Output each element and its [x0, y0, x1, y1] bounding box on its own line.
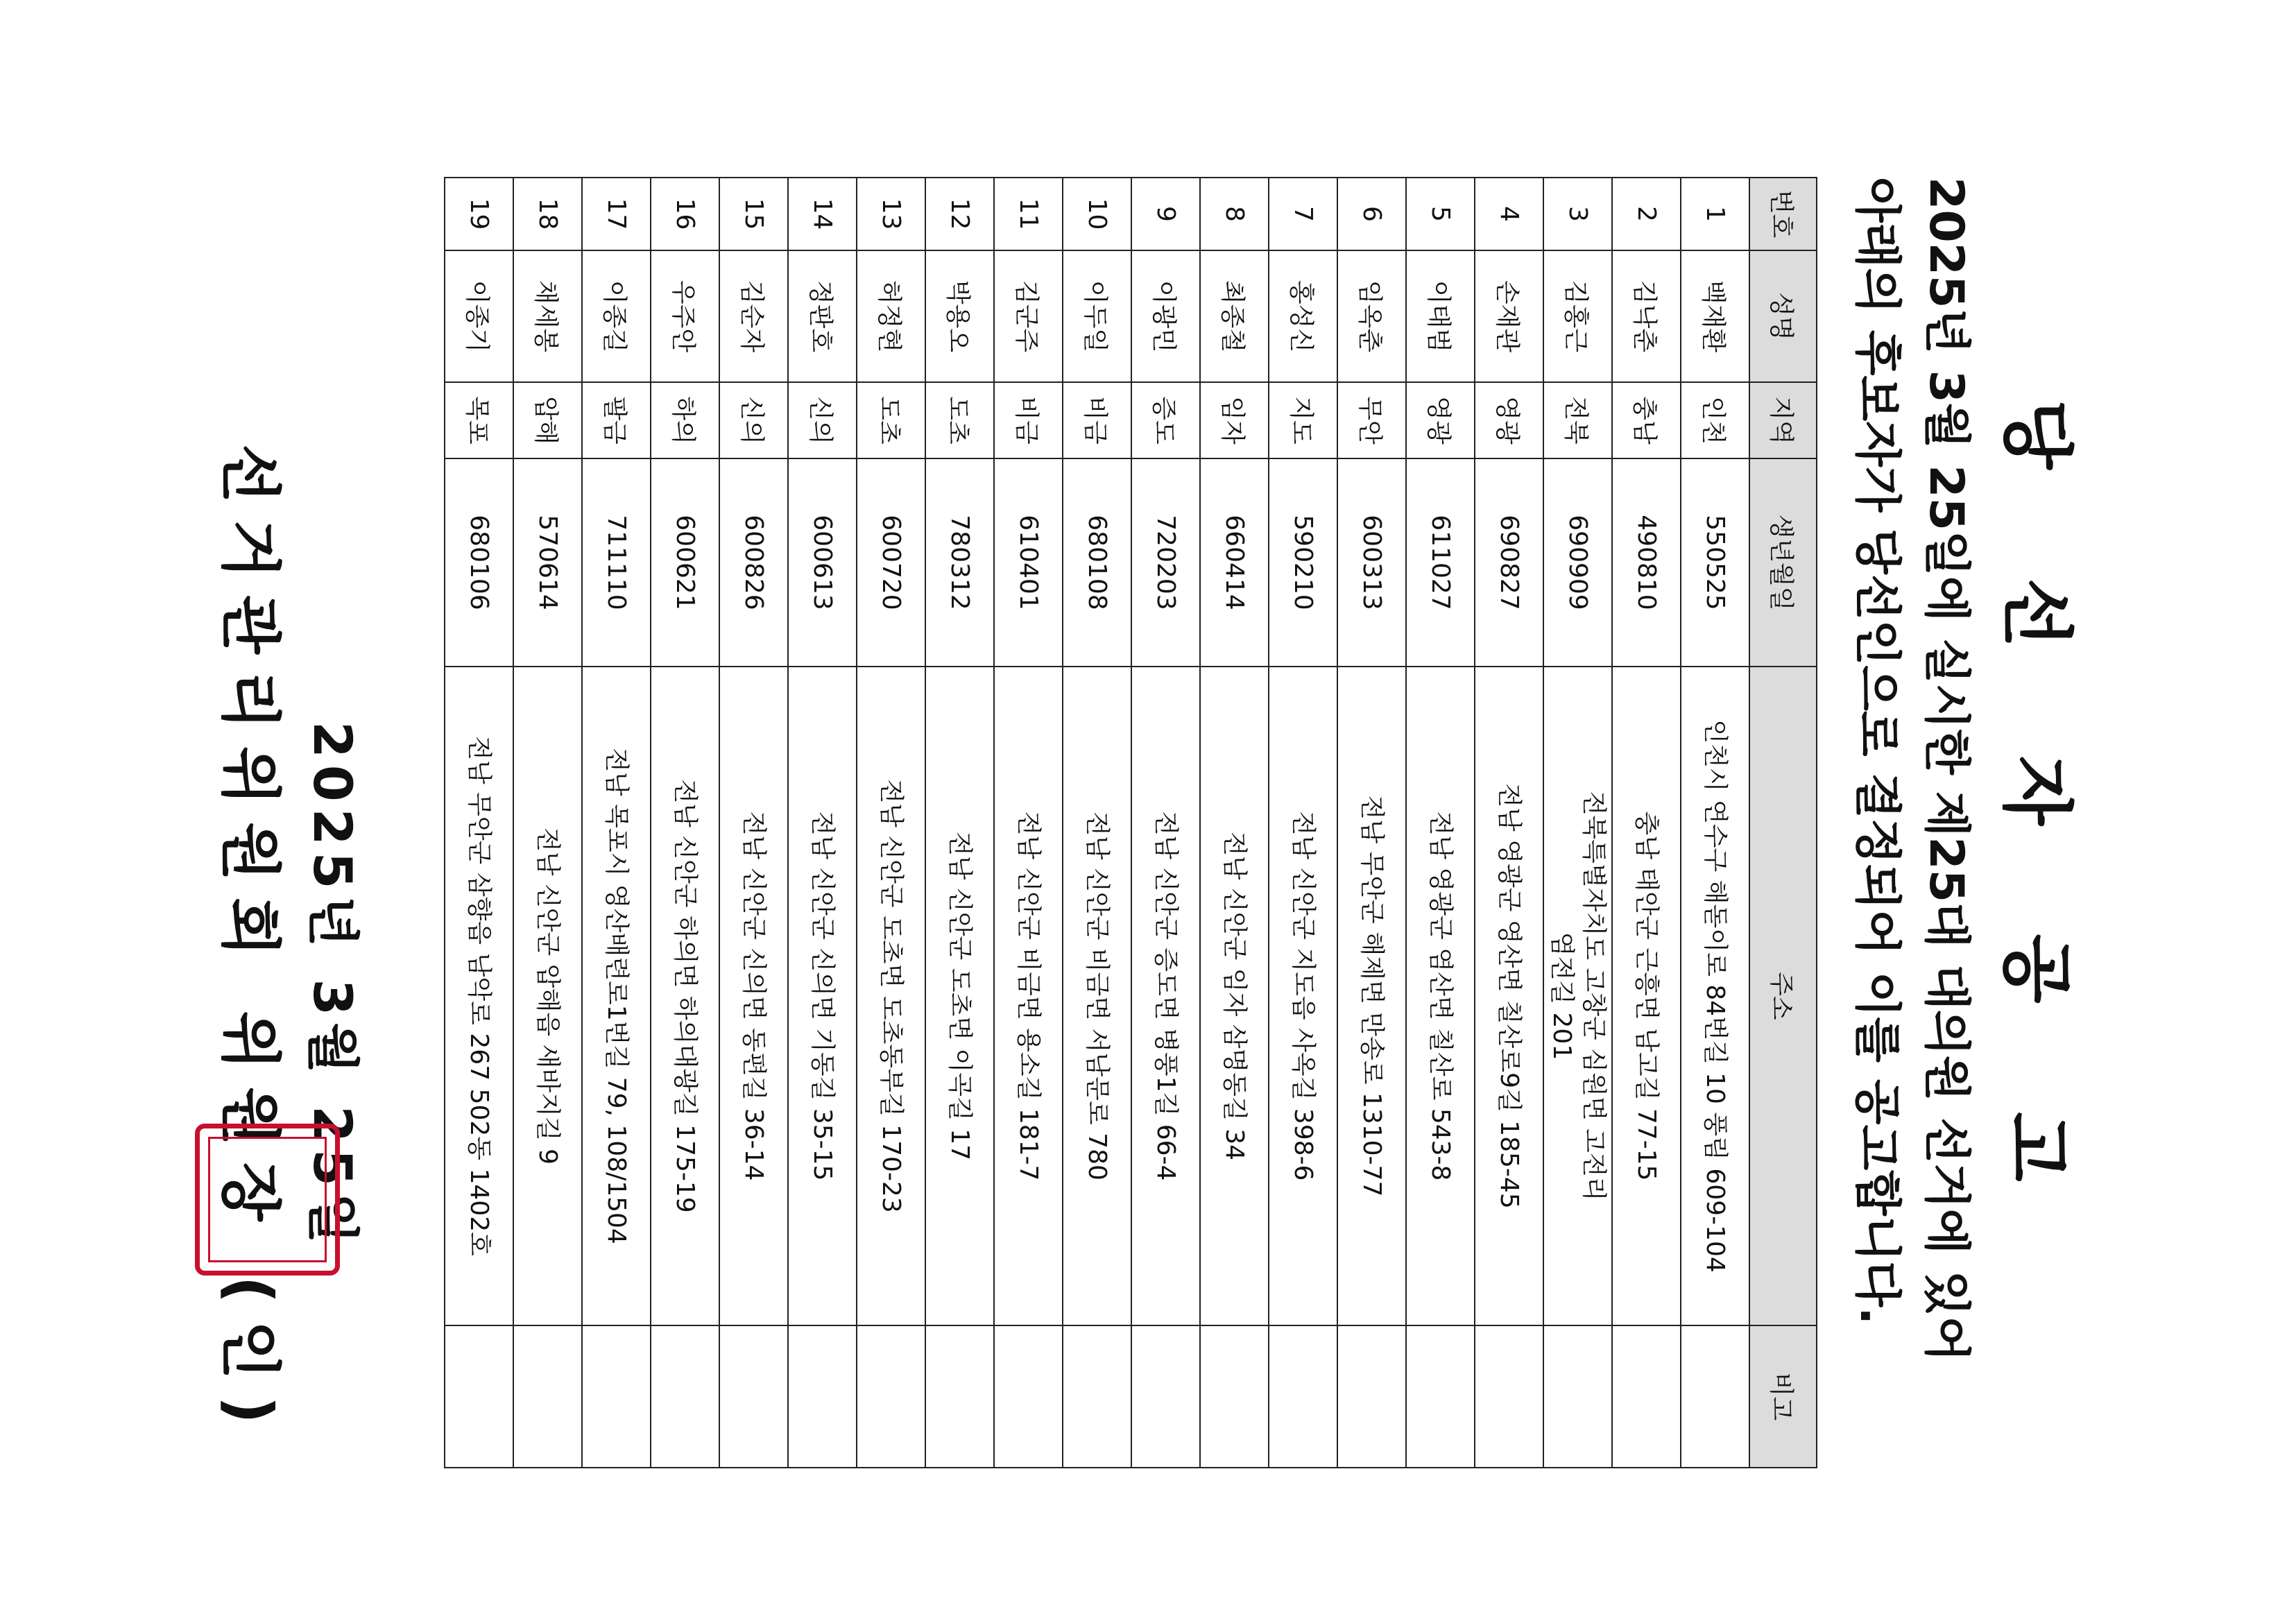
- cell-address: [445, 667, 513, 1325]
- cell-address: [651, 667, 719, 1325]
- cell-name: 김홍근: [1543, 250, 1612, 382]
- table-row: [582, 178, 651, 1468]
- cell-name: 김군주: [994, 250, 1063, 382]
- cell-number: 8: [1200, 178, 1269, 250]
- address-line: 염전길 201: [1548, 931, 1577, 1060]
- table-row: [445, 178, 513, 1468]
- cell-note: [1406, 1325, 1475, 1468]
- cell-address: [1475, 667, 1543, 1325]
- cell-region: 영광: [1406, 382, 1475, 458]
- cell-address: [1337, 667, 1406, 1325]
- official-seal: [195, 1124, 340, 1276]
- address-line: 전남 신안군 지도읍 사옥길 398-6: [1289, 811, 1318, 1181]
- cell-name: 이두일: [1063, 250, 1131, 382]
- cell-note: [1337, 1325, 1406, 1468]
- cell-note: [857, 1325, 925, 1468]
- cell-number: 14: [788, 178, 857, 250]
- cell-birthdate: 660414: [1200, 458, 1269, 667]
- cell-region: 신의: [788, 382, 857, 458]
- cell-address: [925, 667, 994, 1325]
- cell-region: 압해: [513, 382, 582, 458]
- header-note: 비고: [1749, 1325, 1817, 1468]
- cell-number: 5: [1406, 178, 1475, 250]
- address-line: 전남 신안군 임자 삼명동길 34: [1220, 831, 1249, 1161]
- cell-region: 임자: [1200, 382, 1269, 458]
- cell-name: 이태범: [1406, 250, 1475, 382]
- elected-table: [444, 177, 1817, 1468]
- cell-region: 무안: [1337, 382, 1406, 458]
- table-row: [1475, 178, 1543, 1468]
- cell-region: 비금: [994, 382, 1063, 458]
- cell-name: 정판호: [788, 250, 857, 382]
- cell-birthdate: 680108: [1063, 458, 1131, 667]
- cell-name: 임옥춘: [1337, 250, 1406, 382]
- table-row: [1131, 178, 1200, 1468]
- cell-region: 하의: [651, 382, 719, 458]
- cell-note: [1681, 1325, 1749, 1468]
- document-title: 당 선 자 공 고: [1994, 400, 2079, 1223]
- cell-number: 6: [1337, 178, 1406, 250]
- cell-note: [1543, 1325, 1612, 1468]
- address-line: 전남 신안군 비금면 용소길 181-7: [1014, 811, 1043, 1181]
- cell-birthdate: 590210: [1269, 458, 1337, 667]
- cell-birthdate: 550525: [1681, 458, 1749, 667]
- cell-name: 이광민: [1131, 250, 1200, 382]
- cell-note: [651, 1325, 719, 1468]
- intro-line-2: 아래의 후보자가 당선인으로 결정되어 이를 공고합니다.: [1849, 177, 1904, 1325]
- cell-note: [1131, 1325, 1200, 1468]
- cell-name: 채세봉: [513, 250, 582, 382]
- header-region: 지역: [1749, 382, 1817, 458]
- cell-birthdate: 600613: [788, 458, 857, 667]
- header-name: 성명: [1749, 250, 1817, 382]
- table-header-row: [1749, 178, 1817, 1468]
- address-line: 전남 목포시 영산배련로1번길 79, 108/1504: [602, 748, 631, 1244]
- address-line: 전남 무안군 해제면 만송로 1310-77: [1357, 795, 1387, 1197]
- address-line: 전남 신안군 신의면 동편길 36-14: [739, 811, 769, 1181]
- cell-number: 18: [513, 178, 582, 250]
- address-line: 전남 무안군 삼향읍 남악로 267 502동 1402호: [465, 736, 494, 1256]
- notice-date: 2025년 3월 25일: [302, 721, 363, 1251]
- cell-note: [1475, 1325, 1543, 1468]
- header-birthdate: 생년월일: [1749, 458, 1817, 667]
- table-row: [1269, 178, 1337, 1468]
- cell-region: 지도: [1269, 382, 1337, 458]
- address-line: 전남 신안군 신의면 기동길 35-15: [808, 811, 837, 1181]
- address-line: 전남 신안군 압해읍 새바지길 9: [533, 827, 563, 1165]
- cell-number: 11: [994, 178, 1063, 250]
- cell-address: [788, 667, 857, 1325]
- cell-birthdate: 611027: [1406, 458, 1475, 667]
- table-row: [719, 178, 788, 1468]
- cell-region: 비금: [1063, 382, 1131, 458]
- table-row: [857, 178, 925, 1468]
- cell-address: [1543, 667, 1612, 1325]
- cell-number: 7: [1269, 178, 1337, 250]
- table-row: [651, 178, 719, 1468]
- cell-address: [582, 667, 651, 1325]
- intro-line-1: 2025년 3월 25일에 실시한 제25대 대의원 선거에 있어: [1919, 177, 1973, 1362]
- cell-address: [1269, 667, 1337, 1325]
- cell-birthdate: 600621: [651, 458, 719, 667]
- cell-birthdate: 680106: [445, 458, 513, 667]
- cell-name: 손재관: [1475, 250, 1543, 382]
- cell-address: [513, 667, 582, 1325]
- address-line: 전남 영광군 염산면 칠산로 543-8: [1426, 811, 1455, 1181]
- cell-address: [857, 667, 925, 1325]
- cell-number: 13: [857, 178, 925, 250]
- cell-address: [1063, 667, 1131, 1325]
- cell-birthdate: 690827: [1475, 458, 1543, 667]
- address-line: 전남 신안군 하의면 하의대광길 175-19: [671, 779, 700, 1213]
- table-row: [925, 178, 994, 1468]
- cell-note: [1612, 1325, 1681, 1468]
- cell-note: [513, 1325, 582, 1468]
- cell-number: 2: [1612, 178, 1681, 250]
- cell-note: [445, 1325, 513, 1468]
- cell-name: 백재환: [1681, 250, 1749, 382]
- cell-region: 신의: [719, 382, 788, 458]
- cell-note: [925, 1325, 994, 1468]
- cell-number: 9: [1131, 178, 1200, 250]
- cell-number: 12: [925, 178, 994, 250]
- table-row: [1063, 178, 1131, 1468]
- cell-birthdate: 610401: [994, 458, 1063, 667]
- cell-name: 최종철: [1200, 250, 1269, 382]
- address-line: 전북특별자치도 고창군 심원면 고전리: [1579, 791, 1609, 1201]
- cell-region: 도초: [925, 382, 994, 458]
- cell-number: 3: [1543, 178, 1612, 250]
- address-line: 전남 신안군 도초면 이곡길 17: [945, 831, 975, 1161]
- table-row: [513, 178, 582, 1468]
- cell-note: [788, 1325, 857, 1468]
- cell-number: 15: [719, 178, 788, 250]
- cell-address: [1612, 667, 1681, 1325]
- table-row: [994, 178, 1063, 1468]
- cell-birthdate: 490810: [1612, 458, 1681, 667]
- table-row: [1681, 178, 1749, 1468]
- cell-note: [994, 1325, 1063, 1468]
- cell-birthdate: 600720: [857, 458, 925, 667]
- cell-name: 이종길: [582, 250, 651, 382]
- cell-region: 영광: [1475, 382, 1543, 458]
- cell-address: [994, 667, 1063, 1325]
- cell-number: 4: [1475, 178, 1543, 250]
- cell-birthdate: 780312: [925, 458, 994, 667]
- cell-region: 목포: [445, 382, 513, 458]
- table-row: [1543, 178, 1612, 1468]
- cell-address: [719, 667, 788, 1325]
- cell-name: 우주안: [651, 250, 719, 382]
- cell-note: [1269, 1325, 1337, 1468]
- cell-region: 증도: [1131, 382, 1200, 458]
- seal-inner-border: [208, 1137, 327, 1262]
- cell-region: 팔금: [582, 382, 651, 458]
- cell-address: [1406, 667, 1475, 1325]
- intro-text: [1842, 177, 1980, 1362]
- cell-birthdate: 720203: [1131, 458, 1200, 667]
- cell-note: [582, 1325, 651, 1468]
- address-line: 전남 신안군 비금면 서남문로 780: [1083, 812, 1112, 1180]
- cell-region: 충남: [1612, 382, 1681, 458]
- cell-address: [1200, 667, 1269, 1325]
- cell-note: [719, 1325, 788, 1468]
- cell-region: 인천: [1681, 382, 1749, 458]
- cell-note: [1063, 1325, 1131, 1468]
- cell-name: 허정현: [857, 250, 925, 382]
- header-number: 번호: [1749, 178, 1817, 250]
- address-line: 전남 영광군 영산면 칠산로9길 185-45: [1495, 783, 1524, 1209]
- address-line: 충남 태안군 근흥면 남고길 77-15: [1632, 811, 1661, 1181]
- table-row: [1612, 178, 1681, 1468]
- cell-note: [1200, 1325, 1269, 1468]
- table-row: [1200, 178, 1269, 1468]
- cell-address: [1681, 667, 1749, 1325]
- cell-number: 16: [651, 178, 719, 250]
- cell-name: 박용오: [925, 250, 994, 382]
- cell-region: 도초: [857, 382, 925, 458]
- cell-name: 홍성신: [1269, 250, 1337, 382]
- signature-line: 선거관리위원회 위원장 (인): [214, 444, 286, 1441]
- cell-birthdate: 711110: [582, 458, 651, 667]
- cell-birthdate: 570614: [513, 458, 582, 667]
- table-row: [788, 178, 857, 1468]
- address-line: 전남 신안군 도초면 도초동부길 170-23: [877, 779, 906, 1213]
- cell-name: 이종기: [445, 250, 513, 382]
- table-row: [1337, 178, 1406, 1468]
- cell-number: 10: [1063, 178, 1131, 250]
- cell-birthdate: 600826: [719, 458, 788, 667]
- cell-number: 19: [445, 178, 513, 250]
- cell-name: 김낙춘: [1612, 250, 1681, 382]
- table-row: [1406, 178, 1475, 1468]
- cell-name: 김순자: [719, 250, 788, 382]
- cell-region: 전북: [1543, 382, 1612, 458]
- cell-number: 17: [582, 178, 651, 250]
- cell-number: 1: [1681, 178, 1749, 250]
- header-address: 주소: [1749, 667, 1817, 1325]
- address-line: 인천시 연수구 해돋이로 84번길 10 풍림 609-104: [1701, 719, 1730, 1273]
- address-line: 전남 신안군 증도면 병풍1길 66-4: [1151, 811, 1181, 1181]
- cell-address: [1131, 667, 1200, 1325]
- cell-birthdate: 600313: [1337, 458, 1406, 667]
- cell-birthdate: 690909: [1543, 458, 1612, 667]
